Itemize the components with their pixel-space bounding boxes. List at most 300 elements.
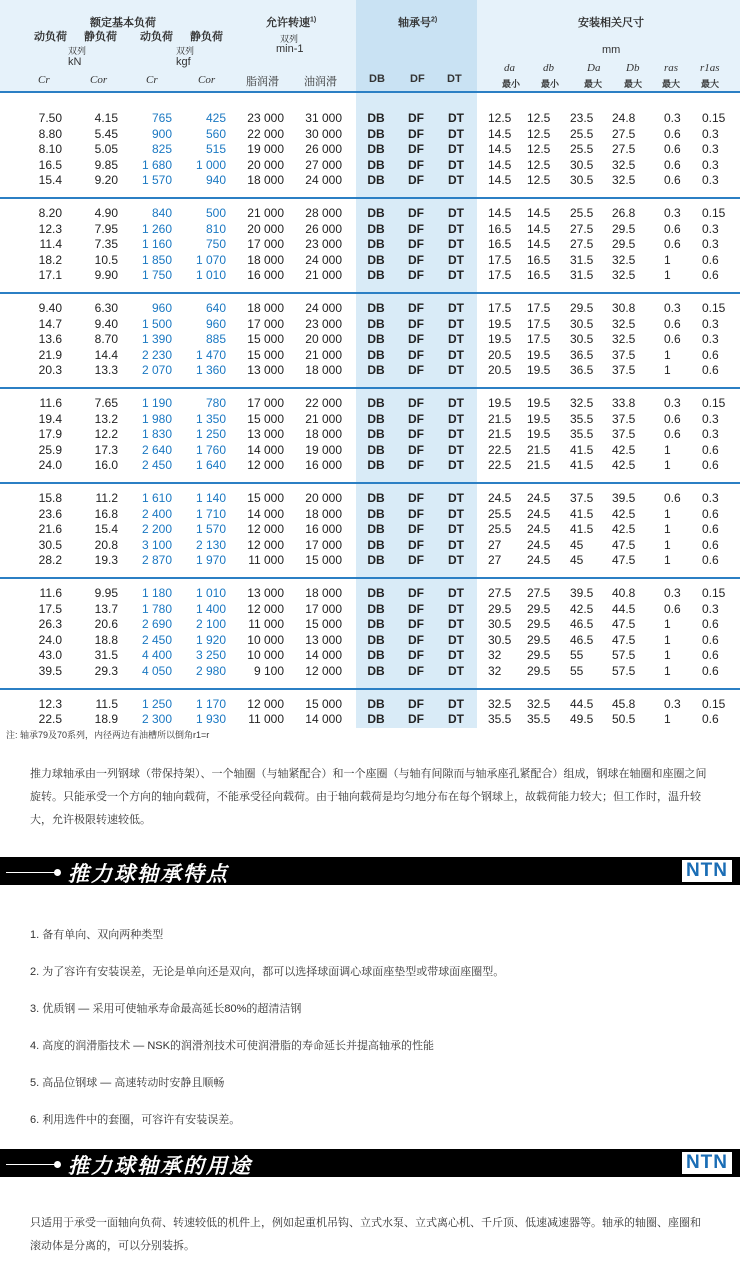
table-cell: DB [367,332,385,347]
table-cell: 14.5 [488,157,512,172]
table-cell: 780 [205,396,226,410]
table-cell: 0.15 [702,586,726,600]
table-cell: DB [367,126,385,141]
table-cell: 16.0 [94,458,118,473]
table-cell: 810 [205,221,226,236]
table-cell: 0.6 [702,632,719,647]
sym-cr-kn: Cr [38,74,50,86]
table-cell: 0.6 [664,427,681,442]
table-cell: 14.5 [527,237,551,252]
table-cell: 24.0 [38,632,62,647]
table-cell: 24.5 [527,506,551,521]
table-cell: 0.3 [664,396,681,410]
table-cell: 42.5 [570,601,594,616]
table-cell: DT [448,237,464,252]
feature-item-5: 5. 高品位钢球 — 高速转动时安静且顺畅 [30,1077,225,1089]
table-cell: 1 [664,553,671,568]
table-cell: 9.90 [94,268,118,283]
table-cell: DT [448,316,464,331]
table-cell: 1 500 [141,316,172,331]
banner-dot-icon [54,1161,61,1168]
table-cell: DT [448,157,464,172]
sym-db: db [543,62,554,74]
table-cell: 1 980 [141,411,172,426]
table-cell: 1 [664,347,671,362]
table-cell: 14 000 [247,442,284,457]
group-separator [0,482,740,484]
table-cell: 1 250 [195,427,226,442]
table-cell: 30.5 [488,617,512,632]
table-cell: 22 000 [247,126,284,141]
table-cell: 15 000 [247,332,284,347]
table-cell: 17 000 [247,396,284,410]
table-cell: 1 [664,712,671,727]
table-cell: 0.3 [664,206,681,220]
table-cell: 19.3 [94,553,118,568]
feature-item-3: 3. 优质钢 — 采用可使轴承寿命最高延长80%的超清洁钢 [30,1003,302,1015]
table-cell: 0.3 [664,111,681,125]
table-cell: DB [367,142,385,157]
table-cell: 17 000 [247,237,284,252]
table-cell: 17.9 [38,427,62,442]
group-separator [0,688,740,690]
table-cell: 0.3 [664,696,681,711]
group-separator [0,197,740,199]
table-cell: 640 [205,301,226,315]
table-cell: DF [408,586,424,600]
table-cell: 17 000 [305,537,342,552]
table-cell: DB [367,252,385,267]
table-cell: 39.5 [570,586,594,600]
table-cell: 17.5 [38,601,62,616]
table-cell: DB [367,442,385,457]
table-cell: 25.9 [38,442,62,457]
table-cell: 17.5 [527,332,551,347]
table-cell: DT [448,442,464,457]
table-cell: 44.5 [570,696,594,711]
install-dims-label: 安装相关尺寸 [578,17,644,29]
table-row [0,317,740,333]
table-cell: DF [408,316,424,331]
table-cell: 18 000 [305,506,342,521]
table-cell: 500 [205,206,226,220]
table-cell: 20 000 [247,157,284,172]
table-cell: 18 000 [247,252,284,267]
table-cell: 17.1 [38,268,62,283]
table-cell: 0.6 [702,537,719,552]
table-cell: 515 [205,142,226,157]
table-row [0,712,740,728]
table-cell: DF [408,173,424,188]
table-cell: DB [367,696,385,711]
table-cell: DB [367,553,385,568]
table-cell: 6.30 [94,301,118,315]
table-cell: DB [367,268,385,283]
table-cell: 12.5 [527,173,551,188]
table-cell: DF [408,553,424,568]
table-cell: 1 970 [195,553,226,568]
table-cell: 1 [664,632,671,647]
table-cell: 1 680 [141,157,172,172]
table-row [0,142,740,158]
table-cell: 24 000 [305,252,342,267]
table-cell: DB [367,537,385,552]
table-row [0,553,740,569]
table-cell: 0.6 [702,363,719,378]
table-cell: 19 000 [247,142,284,157]
table-cell: 0.3 [702,237,719,252]
table-cell: 57.5 [612,664,636,678]
table-cell: DT [448,126,464,141]
table-cell: DT [448,173,464,188]
table-cell: 17.5 [488,252,512,267]
table-cell: 16.5 [488,221,512,236]
table-cell: DB [367,522,385,537]
table-cell: 825 [151,142,172,157]
table-cell: 20 000 [305,332,342,347]
table-cell: 30.5 [488,632,512,647]
table-cell: 4.90 [94,206,118,220]
table-cell: 0.3 [702,316,719,331]
table-cell: DF [408,301,424,315]
table-cell: DF [408,458,424,473]
table-cell: 24.0 [38,458,62,473]
table-row [0,363,740,379]
table-cell: 2 200 [141,522,172,537]
table-cell: 45.8 [612,696,636,711]
static-load-kgf-label: 静负荷 [190,31,223,43]
table-cell: 12 000 [305,664,342,678]
table-cell: DF [408,252,424,267]
table-cell: 27 [488,537,502,552]
table-cell: 0.6 [702,506,719,521]
table-cell: 12 000 [247,458,284,473]
table-cell: DB [367,648,385,663]
table-row [0,491,740,507]
table-cell: DT [448,396,464,410]
table-cell: 4 050 [141,664,172,678]
table-cell: DB [367,363,385,378]
table-cell: 0.3 [664,301,681,315]
table-row [0,633,740,649]
table-cell: 560 [205,126,226,141]
table-cell: DT [448,458,464,473]
table-cell: 29.5 [612,237,636,252]
table-cell: DB [367,411,385,426]
table-cell: 1 400 [195,601,226,616]
table-cell: 11.4 [39,237,62,252]
table-cell: 11.6 [39,586,62,600]
table-cell: 32.5 [488,696,512,711]
table-cell: 13 000 [247,363,284,378]
table-cell: 19.5 [488,332,512,347]
table-cell: 25.5 [488,522,512,537]
table-cell: DF [408,111,424,125]
table-cell: 22.5 [488,442,512,457]
table-cell: 32.5 [570,396,594,410]
table-cell: 24.5 [527,522,551,537]
table-cell: 22.5 [488,458,512,473]
allow-speed-label: 允许转速$^{1)}$ [266,16,317,29]
table-cell: 16.5 [527,252,551,267]
table-cell: 0.6 [702,458,719,473]
table-cell: 8.10 [38,142,62,157]
table-cell: 0.6 [664,157,681,172]
table-row [0,268,740,284]
table-cell: 14.5 [527,206,551,220]
table-cell: 1 610 [141,491,172,505]
table-cell: 0.3 [702,221,719,236]
table-row [0,332,740,348]
table-cell: 17.3 [94,442,118,457]
table-cell: 16 000 [305,522,342,537]
table-cell: DT [448,648,464,663]
table-cell: 26 000 [305,142,342,157]
table-cell: DT [448,411,464,426]
table-cell: 8.70 [94,332,118,347]
table-cell: 5.05 [94,142,118,157]
table-cell: 7.95 [94,221,118,236]
table-cell: 29.5 [527,601,551,616]
table-cell: 40.8 [612,586,636,600]
table-row [0,617,740,633]
table-cell: DF [408,537,424,552]
table-cell: 2 640 [141,442,172,457]
table-cell: 31 000 [305,111,342,125]
table-cell: 11.2 [95,491,118,505]
table-cell: 24.5 [488,491,512,505]
table-cell: 1 160 [141,237,172,252]
table-cell: DT [448,537,464,552]
table-cell: 24.5 [527,491,551,505]
table-cell: DB [367,237,385,252]
features-title: 推力球轴承特点 [68,863,229,886]
double-row-kgf-label: 双列 [176,46,195,56]
table-row [0,507,740,523]
header-rule [0,91,740,93]
table-cell: 0.15 [702,396,726,410]
table-cell: 1 180 [141,586,172,600]
table-cell: 0.3 [702,491,719,505]
table-cell: DB [367,458,385,473]
table-cell: 23 000 [305,237,342,252]
table-cell: 7.35 [94,237,118,252]
table-cell: DF [408,126,424,141]
table-cell: 2 300 [141,712,172,727]
table-cell: 28.2 [38,553,62,568]
sym-r1as: r1as [700,62,720,74]
table-cell: DB [367,173,385,188]
max-r1as: 最大 [701,79,720,89]
table-cell: 29.5 [527,632,551,647]
table-cell: 32.5 [612,332,636,347]
sym-ras: ras [664,62,679,74]
table-cell: 1 [664,252,671,267]
table-cell: 885 [205,332,226,347]
table-row [0,664,740,680]
table-cell: DF [408,696,424,711]
table-cell: 0.6 [664,332,681,347]
table-cell: 840 [151,206,172,220]
table-cell: DF [408,427,424,442]
table-cell: 1 070 [195,252,226,267]
table-cell: DF [408,237,424,252]
table-cell: 37.5 [612,427,636,442]
table-cell: DB [367,664,385,678]
table-cell: 0.6 [702,648,719,663]
table-cell: 1 920 [195,632,226,647]
table-cell: 1 010 [195,586,226,600]
table-cell: 1 390 [141,332,172,347]
table-cell: 7.65 [94,396,118,410]
table-cell: 15 000 [305,553,342,568]
table-cell: 2 130 [195,537,226,552]
table-cell: DT [448,221,464,236]
table-cell: 9 100 [253,664,284,678]
col-db-label: DB [369,73,385,85]
table-cell: 16 000 [247,268,284,283]
table-cell: 13.6 [38,332,62,347]
table-cell: DB [367,111,385,125]
table-cell: DB [367,396,385,410]
table-cell: 13.7 [94,601,118,616]
table-cell: 13.3 [94,363,118,378]
features-banner [0,857,740,917]
table-cell: 27.5 [612,126,636,141]
table-cell: DF [408,221,424,236]
table-cell: 21 000 [305,268,342,283]
col-df-label: DF [410,73,425,85]
table-cell: 24 000 [305,301,342,315]
table-cell: 0.3 [702,126,719,141]
table-cell: DF [408,442,424,457]
table-cell: 1 [664,617,671,632]
table-row [0,127,740,143]
table-cell: 0.6 [702,712,719,727]
table-cell: DT [448,252,464,267]
table-cell: 17.5 [527,301,551,315]
grease-label: 脂润滑 [246,76,279,88]
table-row [0,158,740,174]
table-cell: 1 [664,648,671,663]
table-cell: 0.3 [702,157,719,172]
table-cell: 0.6 [664,601,681,616]
table-cell: 24.5 [527,553,551,568]
table-cell: 8.80 [38,126,62,141]
sym-cor-kn: Cor [90,74,108,86]
table-cell: DT [448,586,464,600]
table-cell: 960 [205,316,226,331]
banner-dot-icon [54,869,61,876]
table-cell: 18 000 [305,586,342,600]
table-row [0,253,740,269]
table-cell: 16.5 [38,157,62,172]
basic-load-rating-label: 额定基本负荷 [90,17,156,29]
table-cell: 21 000 [305,347,342,362]
table-cell: 24 000 [305,173,342,188]
table-cell: DT [448,522,464,537]
table-cell: 1 [664,268,671,283]
intro-paragraph: 推力球轴承由一列钢球（带保持架）、一个轴圈（与轴紧配合）和一个座圈（与轴有间隙而与轴承座孔紧配合）组成，钢球在轴圈和座圈之间旋转。只能承受一个方向的轴向载荷，不能承受径向载荷。由于轴向载荷是均匀地分布在每个钢球上，故载荷能力较大；但工作时，温升较大，允许极限转速较低。 [30,768,707,826]
table-cell: 12.5 [527,157,551,172]
table-cell: 0.15 [702,206,726,220]
table-cell: 15 000 [305,696,342,711]
table-cell: 47.5 [612,537,636,552]
table-cell: 42.5 [612,506,636,521]
table-cell: 36.5 [570,347,594,362]
table-note: 注: 轴承79及70系列，内径两边有油槽所以倒角r1=r [6,730,210,740]
table-cell: 25.5 [488,506,512,521]
table-cell: 1 780 [141,601,172,616]
bearing-no-label: 轴承号$^{2)}$ [398,16,438,29]
table-cell: 0.6 [664,126,681,141]
table-cell: 14.5 [527,221,551,236]
table-cell: 10.5 [94,252,118,267]
table-cell: 17.5 [488,301,512,315]
table-cell: 1 760 [195,442,226,457]
table-cell: 35.5 [570,427,594,442]
table-cell: 22.5 [38,712,62,727]
table-cell: 0.6 [702,617,719,632]
table-row [0,697,740,713]
table-cell: 4 400 [141,648,172,663]
table-cell: 20.5 [488,347,512,362]
table-cell: DT [448,206,464,220]
table-cell: 31.5 [570,268,594,283]
table-cell: 30.5 [570,332,594,347]
table-row [0,443,740,459]
table-cell: 17 000 [247,316,284,331]
table-row [0,173,740,189]
table-cell: 30.5 [570,157,594,172]
table-cell: 27.5 [570,237,594,252]
table-cell: 2 100 [195,617,226,632]
table-cell: DF [408,142,424,157]
table-cell: 10 000 [247,648,284,663]
table-cell: 15.4 [38,173,62,188]
table-cell: 41.5 [570,506,594,521]
table-cell: DF [408,617,424,632]
table-cell: 1 [664,537,671,552]
table-cell: 20.3 [38,363,62,378]
table-cell: 25.5 [570,126,594,141]
table-row [0,237,740,253]
table-cell: DT [448,301,464,315]
table-cell: 19.5 [488,396,512,410]
table-cell: DT [448,664,464,678]
table-cell: 0.15 [702,111,726,125]
table-cell: 0.3 [702,142,719,157]
table-cell: 29.5 [527,617,551,632]
table-cell: 17.5 [527,316,551,331]
table-cell: 32.5 [612,268,636,283]
table-cell: DB [367,586,385,600]
table-cell: 8.20 [38,206,62,220]
table-cell: 1 [664,506,671,521]
col-dt-label: DT [447,73,462,85]
table-cell: 1 830 [141,427,172,442]
table-cell: 26.8 [612,206,636,220]
table-cell: 0.3 [702,332,719,347]
feature-item-6: 6. 利用选件中的套圈，可容许有安装误差。 [30,1114,241,1126]
speed-unit-label: min-1 [276,43,304,55]
table-cell: 29.5 [527,664,551,678]
table-cell: 750 [205,237,226,252]
table-cell: 19.5 [527,411,551,426]
table-cell: 1 190 [141,396,172,410]
table-cell: 14.7 [38,316,62,331]
table-cell: 9.20 [94,173,118,188]
